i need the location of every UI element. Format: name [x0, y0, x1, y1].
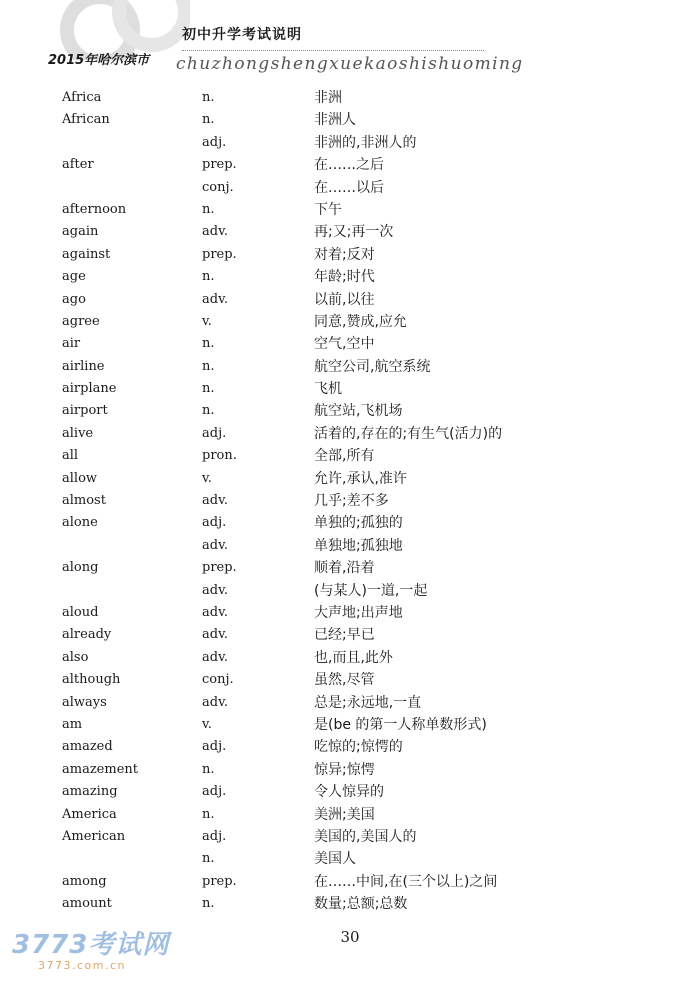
header-divider: [182, 50, 484, 51]
entry-word: along: [62, 560, 99, 576]
entry-part-of-speech: n.: [202, 896, 215, 912]
vocab-entry-row: [62, 333, 582, 355]
entry-word: airport: [62, 403, 108, 419]
entry-part-of-speech: adj.: [202, 784, 227, 800]
watermark-url: 3773.com.cn: [38, 959, 126, 972]
vocab-entry-row: [62, 826, 582, 848]
entry-word: again: [62, 224, 99, 240]
entry-word: allow: [62, 470, 98, 486]
vocab-entry-row: [62, 804, 582, 826]
entry-word: aloud: [62, 604, 99, 620]
vocab-entry-row: [62, 736, 582, 758]
vocab-entry-row: [62, 87, 582, 109]
entry-word: all: [62, 448, 79, 464]
vocab-entry-row: [62, 781, 582, 803]
entry-meaning: 允许,承认,准许: [314, 470, 407, 487]
entry-meaning: 以前,以往: [314, 291, 375, 308]
entry-meaning: 美国的,美国人的: [314, 828, 417, 845]
vocab-entry-row: [62, 692, 582, 714]
entry-part-of-speech: n.: [202, 851, 215, 867]
entry-meaning: 非洲: [314, 90, 342, 106]
vocab-entry-row: [62, 445, 582, 467]
entry-meaning: (与某人)一道,一起: [314, 582, 428, 599]
entry-meaning: 总是;永远地,一直: [314, 694, 422, 711]
entry-word: American: [62, 828, 126, 844]
vocab-entry-row: [62, 893, 582, 915]
entry-meaning: 全部,所有: [314, 448, 375, 465]
vocab-entry-row: [62, 266, 582, 288]
entry-meaning: 年龄;时代: [314, 269, 375, 286]
entry-word: alone: [62, 515, 98, 531]
entry-meaning: 空气,空中: [314, 336, 375, 353]
entry-word: amount: [62, 896, 112, 912]
entry-part-of-speech: adv.: [202, 291, 229, 307]
vocab-entry-row: [62, 871, 582, 893]
vocab-entry-row: [62, 400, 582, 422]
entry-word: airplane: [62, 381, 117, 397]
vocab-entry-row: [62, 311, 582, 333]
entry-part-of-speech: n.: [202, 381, 215, 397]
entry-word: airline: [62, 358, 105, 374]
vocab-entry-row: [62, 154, 582, 176]
entry-part-of-speech: n.: [202, 269, 215, 285]
entry-part-of-speech: n.: [202, 358, 215, 374]
entry-meaning: 顺着,沿着: [314, 560, 375, 577]
entry-meaning: 美国人: [314, 851, 356, 868]
vocab-entry-row: [62, 759, 582, 781]
entry-meaning: 同意,赞成,应允: [314, 313, 407, 330]
entry-part-of-speech: conj.: [202, 179, 234, 195]
entry-word: among: [62, 873, 107, 889]
vocab-entry-row: [62, 244, 582, 266]
entry-part-of-speech: v.: [202, 313, 212, 329]
vocabulary-table: [62, 87, 582, 915]
vocab-entry-row: [62, 109, 582, 131]
entry-part-of-speech: n.: [202, 806, 215, 822]
year-city-label: 2015年哈尔滨市: [48, 53, 150, 68]
entry-word: also: [62, 649, 89, 665]
entry-meaning: 已经;早已: [314, 627, 375, 644]
entry-part-of-speech: n.: [202, 403, 215, 419]
vocab-entry-row: [62, 624, 582, 646]
entry-word: although: [62, 672, 121, 688]
vocab-entry-row: [62, 468, 582, 490]
entry-part-of-speech: n.: [202, 112, 215, 128]
vocab-entry-row: [62, 535, 582, 557]
entry-meaning: 惊异;惊愕: [314, 761, 375, 778]
entry-part-of-speech: prep.: [202, 873, 237, 889]
vocab-entry-row: [62, 221, 582, 243]
vocab-entry-row: [62, 512, 582, 534]
entry-word: African: [62, 112, 110, 128]
entry-part-of-speech: pron.: [202, 448, 237, 464]
entry-word: amazing: [62, 784, 118, 800]
entry-part-of-speech: conj.: [202, 672, 234, 688]
entry-word: after: [62, 157, 94, 173]
entry-meaning: 航空公司,航空系统: [314, 358, 431, 375]
entry-meaning: 吃惊的;惊愕的: [314, 739, 403, 756]
entry-word: age: [62, 269, 86, 285]
entry-meaning: 虽然,尽管: [314, 672, 375, 689]
entry-word: ago: [62, 291, 86, 307]
vocab-entry-row: [62, 714, 582, 736]
entry-word: Africa: [62, 90, 102, 105]
vocab-entry-row: [62, 356, 582, 378]
entry-part-of-speech: adv.: [202, 537, 229, 553]
entry-part-of-speech: adv.: [202, 694, 229, 710]
entry-part-of-speech: adv.: [202, 224, 229, 240]
entry-meaning: 非洲人: [314, 112, 356, 129]
vocab-entry-row: [62, 580, 582, 602]
entry-meaning: 在……中间,在(三个以上)之间: [314, 873, 498, 890]
vocab-entry-row: [62, 647, 582, 669]
entry-part-of-speech: adj.: [202, 515, 227, 531]
entry-meaning: 飞机: [314, 381, 342, 398]
entry-word: agree: [62, 313, 100, 329]
entry-meaning: 令人惊异的: [314, 784, 384, 801]
entry-word: afternoon: [62, 201, 127, 217]
entry-part-of-speech: n.: [202, 761, 215, 777]
vocab-entry-row: [62, 199, 582, 221]
entry-part-of-speech: prep.: [202, 560, 237, 576]
vocab-entry-row: [62, 378, 582, 400]
vocab-entry-row: [62, 602, 582, 624]
entry-part-of-speech: n.: [202, 336, 215, 352]
entry-part-of-speech: prep.: [202, 157, 237, 173]
vocab-entry-row: [62, 177, 582, 199]
entry-meaning: 航空站,飞机场: [314, 403, 403, 420]
entry-word: almost: [62, 493, 106, 509]
entry-word: am: [62, 716, 83, 732]
vocab-entry-row: [62, 848, 582, 870]
entry-meaning: 非洲的,非洲人的: [314, 134, 417, 151]
entry-part-of-speech: adj.: [202, 425, 227, 441]
entry-meaning: 几乎;差不多: [314, 493, 389, 510]
entry-meaning: 数量;总额;总数: [314, 896, 408, 913]
entry-word: already: [62, 627, 112, 643]
vocab-entry-row: [62, 557, 582, 579]
entry-part-of-speech: adv.: [202, 649, 229, 665]
entry-part-of-speech: adj.: [202, 134, 227, 150]
entry-part-of-speech: n.: [202, 90, 215, 105]
book-title-pinyin: chuzhongshengxuekaoshishuoming: [176, 54, 524, 74]
entry-part-of-speech: adj.: [202, 739, 227, 755]
vocab-entry-row: [62, 669, 582, 691]
entry-word: always: [62, 694, 107, 710]
entry-word: against: [62, 246, 111, 262]
vocab-entry-row: [62, 423, 582, 445]
vocab-entry-row: [62, 490, 582, 512]
entry-part-of-speech: n.: [202, 201, 215, 217]
vocab-entry-row: [62, 289, 582, 311]
entry-word: air: [62, 336, 81, 352]
page-number: 30: [340, 928, 360, 946]
entry-part-of-speech: v.: [202, 716, 212, 732]
entry-meaning: 在……以后: [314, 179, 384, 196]
entry-meaning: 大声地;出声地: [314, 604, 403, 621]
vocab-entry-row: [62, 132, 582, 154]
watermark-logo-text: 3773考试网: [12, 930, 170, 960]
entry-meaning: 再;又;再一次: [314, 224, 394, 241]
entry-meaning: 活着的,存在的;有生气(活力)的: [314, 425, 503, 442]
entry-meaning: 单独的;孤独的: [314, 515, 403, 532]
entry-part-of-speech: adv.: [202, 627, 229, 643]
book-title: 初中升学考试说明: [182, 27, 302, 43]
entry-part-of-speech: prep.: [202, 246, 237, 262]
entry-meaning: 在……之后: [314, 157, 384, 174]
entry-meaning: 下午: [314, 201, 342, 218]
entry-word: amazement: [62, 761, 138, 777]
entry-part-of-speech: adv.: [202, 604, 229, 620]
entry-word: amazed: [62, 739, 113, 755]
entry-meaning: 也,而且,此外: [314, 649, 393, 666]
entry-meaning: 是(be 的第一人称单数形式): [314, 716, 487, 733]
site-watermark: [12, 924, 169, 972]
entry-part-of-speech: adj.: [202, 828, 227, 844]
entry-part-of-speech: v.: [202, 470, 212, 486]
entry-part-of-speech: adv.: [202, 582, 229, 598]
entry-meaning: 美洲;美国: [314, 806, 375, 823]
entry-part-of-speech: adv.: [202, 493, 229, 509]
entry-word: alive: [62, 425, 94, 441]
entry-meaning: 对着;反对: [314, 246, 375, 263]
entry-meaning: 单独地;孤独地: [314, 537, 403, 554]
entry-word: America: [62, 806, 117, 822]
